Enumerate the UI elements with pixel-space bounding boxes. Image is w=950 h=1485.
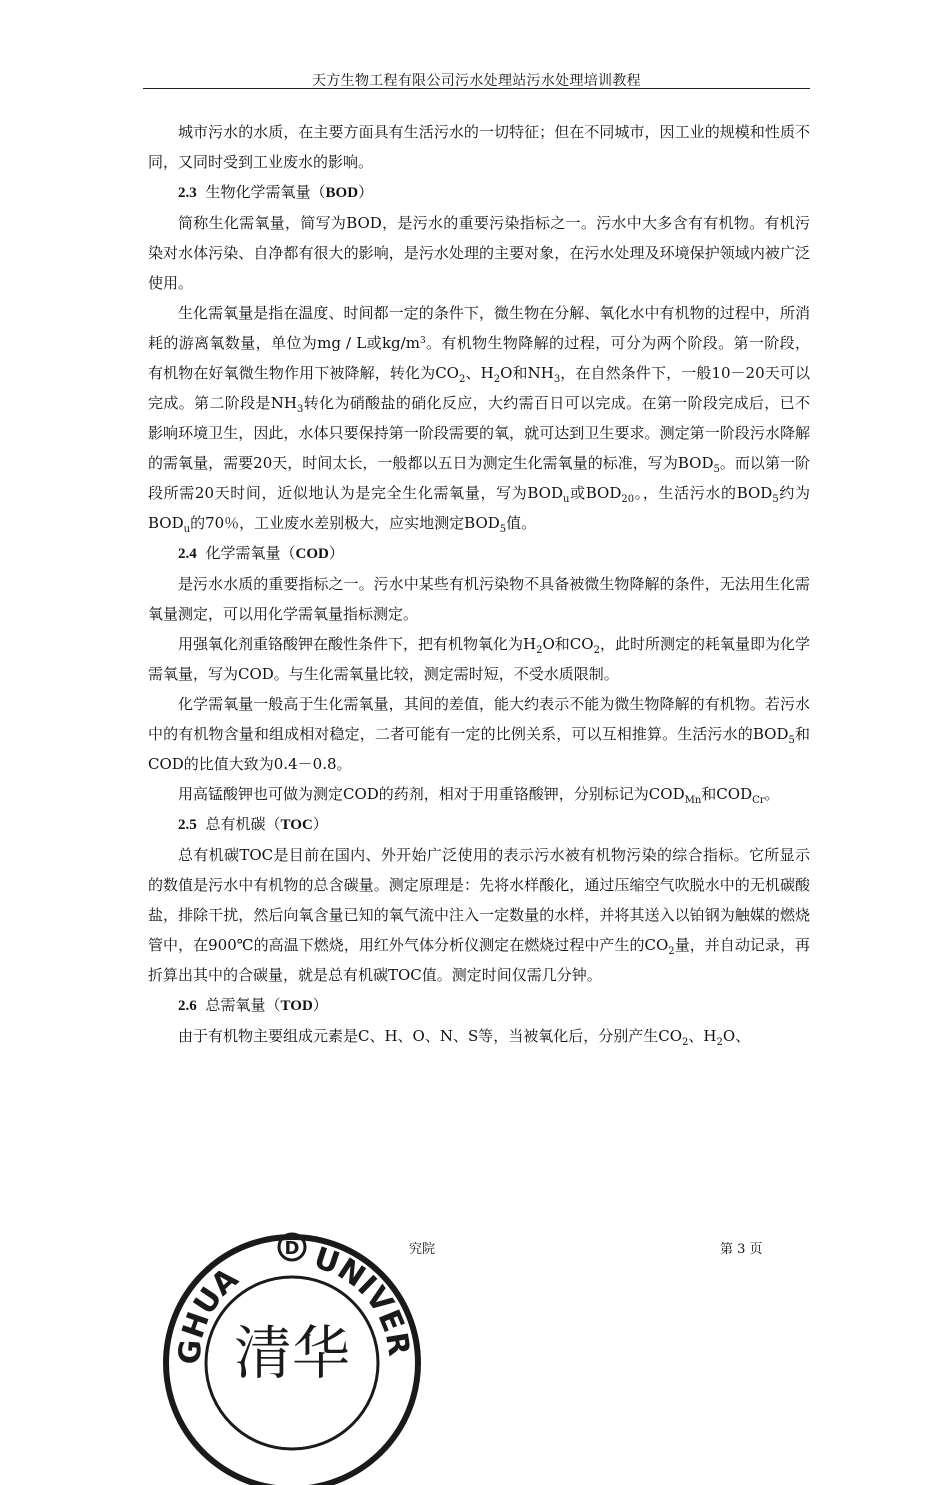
university-seal-image (162, 1225, 422, 1485)
heading-number: 2.4 (178, 546, 197, 562)
text-run: O、 (722, 1027, 751, 1045)
subscript: u (183, 524, 191, 535)
heading-abbr: BOD (325, 185, 359, 201)
subscript: 3 (297, 404, 304, 415)
subscript: Mn (684, 795, 702, 806)
seal-ring-letter: D (284, 1238, 300, 1259)
document-body (148, 117, 810, 1051)
footer-page-number: 第 3 页 (720, 1242, 763, 1257)
text-run: 用高锰酸钾也可做为测定COD的药剂，相对于用重铬酸钾，分别标记为COD (178, 785, 685, 803)
heading-number: 2.3 (178, 185, 197, 201)
paragraph-cod-definition: 是污水水质的重要指标之一。污水中某些有机污染物不具备被微生物降解的条件，无法用生化需氧量测定，可以用化学需氧量指标测定。 (148, 575, 810, 623)
subscript: 20 (621, 494, 635, 505)
subscript: 2 (668, 946, 675, 957)
paragraph-tod (148, 1021, 810, 1051)
subscript: 5 (499, 524, 507, 535)
seal-center-characters: 清华 (233, 1319, 351, 1387)
text-run: 由于有机物主要组成元素是C、H、O、N、S等，当被氧化后，分别产生CO (178, 1027, 683, 1045)
heading-text: 总需氧量（ (205, 996, 281, 1014)
paragraph-intro: 城市污水的水质，在主要方面具有生活污水的一切特征；但在不同城市，因工业的规模和性质不同，又同时受到工业废水的影响。 (148, 123, 810, 171)
paragraph-cod-reagents (148, 779, 810, 809)
subscript: 2 (593, 645, 600, 656)
page-header: 天方生物工程有限公司污水处理站污水处理培训教程 (312, 73, 641, 89)
text-run: 。有机物生物降解的过程，可分为两个阶段。第一阶段，有机物在好氧微生物作用下被降解，转化为CO (148, 334, 810, 382)
heading-2-3 (148, 177, 810, 208)
heading-number: 2.5 (178, 817, 197, 833)
seal-text-right: UNIVER (309, 1240, 417, 1359)
paragraph-cod-comparison (148, 689, 810, 779)
text-run: 化学需氧量一般高于生化需氧量，其间的差值，能大约表示不能为微生物降解的有机物。若污水中的有机物含量和组成相对稳定，二者可能有一定的比例关系，可以互相推算。生活污水的BOD (148, 695, 810, 743)
heading-close: ） (328, 544, 344, 562)
subscript: 5 (713, 464, 720, 475)
heading-close: ） (312, 815, 328, 833)
heading-2-4 (148, 538, 810, 569)
subscript: 2 (493, 374, 501, 385)
heading-text: 生物化学需氧量（ (205, 183, 326, 201)
text-run: 、H (465, 364, 494, 382)
heading-2-6 (148, 990, 810, 1021)
text-run: ，此时所测定的耗氧量即为化学需氧量，写为COD。与生化需氧量比较，测定需时短，不受水质限制。 (148, 635, 810, 683)
text-run: 值。 (506, 514, 537, 532)
superscript: 3 (419, 336, 426, 346)
text-run: 用强氧化剂重铬酸钾在酸性条件下，把有机物氧化为H (178, 635, 537, 653)
text-run: ，在自然条件下，一般10－20天可以完成。第二阶段是NH (148, 364, 810, 412)
text-run: 和COD的比值大致为0.4－0.8。 (148, 725, 810, 773)
text-run: 、H (688, 1027, 717, 1045)
text-run: 量，并自动记录，再折算出其中的合碳量，就是总有机碳TOC值。测定时间仅需几分钟。 (148, 936, 810, 984)
text-run: O和CO (542, 635, 594, 653)
heading-text: 化学需氧量（ (205, 544, 296, 562)
subscript: 5 (772, 494, 779, 505)
heading-number: 2.6 (178, 998, 197, 1014)
text-run: O和NH (500, 364, 554, 382)
subscript: 2 (536, 645, 543, 656)
text-run: 约为BOD (148, 484, 810, 532)
subscript: 2 (458, 374, 466, 385)
text-run: 的70％，工业废水差别极大，应实地测定BOD (190, 514, 500, 532)
header-rule (143, 88, 810, 89)
heading-abbr: COD (295, 546, 329, 562)
text-run: 总有机碳TOC是目前在国内、外开始广泛使用的表示污水被有机物污染的综合指标。它所显示的数值是污水中有机物的总含碳量。测定原理是：先将水样酸化，通过压缩空气吹脱水中的无机碳酸盐，排除干扰，然后向氧含量已知的氧气流中注入一定数量的水样，并将其送入以铂钢为触媒的燃烧管中，在900℃的高温下燃烧，用红外气体分析仪测定在燃烧过程中产生的CO (148, 846, 810, 954)
subscript: 2 (682, 1037, 689, 1048)
paragraph-toc (148, 840, 810, 990)
seal-text-left: GHUA (172, 1261, 246, 1366)
text-run: 。 (764, 785, 780, 803)
heading-abbr: TOC (280, 817, 313, 833)
footer-institute-text: 究院 (409, 1242, 436, 1257)
text-run: 生化需氧量是指在温度、时间都一定的条件下，微生物在分解、氧化水中有机物的过程中，所消耗的游离氧数量，单位为mg / L或kg/m (148, 304, 810, 352)
subscript: u (563, 494, 570, 505)
heading-close: ） (312, 996, 328, 1014)
paragraph-bod-stages (148, 298, 810, 538)
subscript: 2 (716, 1037, 723, 1048)
paragraph-cod-method (148, 629, 810, 689)
text-run: 。而以第一阶段所需20天时间，近似地认为是完全生化需氧量，写为BOD (148, 454, 810, 502)
heading-close: ） (358, 183, 374, 201)
text-run: 转化为硝酸盐的硝化反应，大约需百日可以完成。在第一阶段完成后，已不影响环境卫生，因此，水体只要保持第一阶段需要的氧，就可达到卫生要求。测定第一阶段污水降解的需氧量，需要20天，时间太长，一般都以五日为测定生化需氧量的标准，写为BOD (148, 394, 810, 472)
subscript: 5 (788, 735, 795, 746)
heading-abbr: TOD (280, 998, 313, 1014)
heading-text: 总有机碳（ (205, 815, 281, 833)
text-run: 或BOD (569, 484, 622, 502)
text-run: 和COD (701, 785, 753, 803)
text-run: 。，生活污水的BOD (634, 484, 773, 502)
heading-2-5 (148, 809, 810, 840)
subscript: 3 (553, 374, 561, 385)
subscript: Cr (752, 795, 765, 806)
paragraph-bod-definition: 简称生化需氧量，简写为BOD，是污水的重要污染指标之一。污水中大多含有有机物。有机污染对水体污染、自净都有很大的影响，是污水处理的主要对象，在污水处理及环境保护领域内被广泛使用。 (148, 214, 810, 292)
